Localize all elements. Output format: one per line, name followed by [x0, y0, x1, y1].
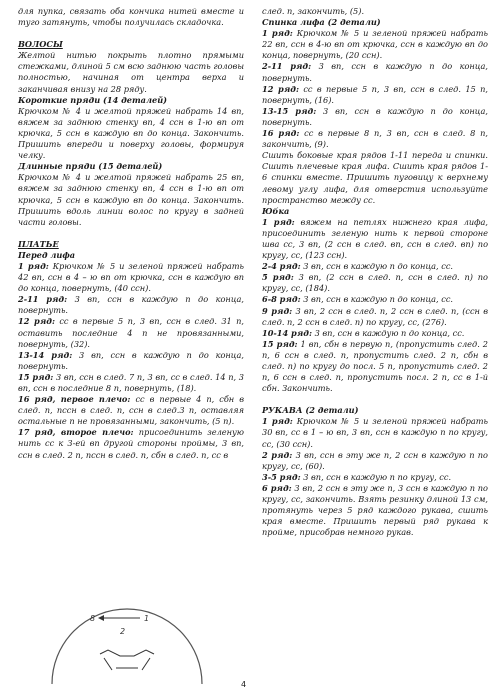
row-label: 5 ряд:: [262, 272, 294, 283]
row-text: 3 вп, ссн в каждую п до конца, повернуть.: [18, 294, 245, 316]
row-label: 12 ряд:: [18, 316, 55, 327]
row-label: 15 ряд:: [18, 371, 54, 382]
instruction-row: [18, 316, 244, 349]
row-label: 17 ряд, второе плечо:: [18, 427, 134, 438]
diagram-label-arrow: 2: [120, 627, 126, 636]
subsection-heading: Юбка: [262, 205, 290, 216]
row-text: 3 вп, ссн в эту же п, 2 ссн в каждую п по кругу, сс, (60).: [262, 449, 488, 471]
row-label: 1 ряд:: [262, 416, 293, 427]
row-text: присоединить зеленую нить сс к 3-ей вп другой стороны проймы, 3 вп, ссн в след. 2 п, пссн в след. п, сбн в след. п, сс в: [18, 427, 244, 460]
row-text: 3 вп, ссн в каждую п до конца, повернуть.: [262, 61, 489, 83]
row-text: Крючком № 5 и зеленой пряжей набрать 22 вп, ссн в 4-ю вп от крючка, ссн в каждую вп до конца, повернуть, (20 ссн).: [262, 28, 488, 61]
row-text: Крючком № 5 и зеленой пряжей набрать 30 вп, сс в 1 – ю вп, 3 вп, ссн в каждую п по кругу, сс, (30 ссн).: [262, 416, 488, 449]
row-label: 3-5 ряд:: [262, 471, 301, 482]
right-column: [262, 6, 488, 538]
paragraph: Сшить боковые края рядов 1-11 переда и спинки. Сшить плечевые края лифа. Сшить края рядов 1-6 спинки вместе. Пришить пуговицу к верхнему левому углу лифа, для отверстия используйте пространство между сс.: [262, 150, 488, 205]
instruction-row: [262, 294, 488, 305]
dress-diagram: [42, 558, 212, 688]
row-label: 13-15 ряд:: [262, 105, 317, 116]
instruction-row: [262, 61, 488, 83]
diagram-outline: [52, 609, 202, 684]
row-label: 16 ряд:: [262, 128, 300, 139]
instruction-row: [18, 372, 244, 394]
instruction-row: [262, 339, 488, 394]
row-label: 9 ряд:: [262, 305, 293, 316]
paragraph: Желтой нитью покрыть плотно прямыми стежками, длиной 5 см всю заднюю часть головы полностью, начиная от центра верха и заканчивая внизу на 28 ряду.: [18, 50, 244, 94]
row-label: 10-14 ряд:: [262, 327, 312, 338]
row-label: 2 ряд:: [262, 449, 293, 460]
paragraph: Крючком № 4 и желтой пряжей набрать 14 вп, вяжем за заднюю стенку вп, 4 ссн в 1-ю вп от крючка, 5 ссн в каждую вп до конца. Закончить. Пришить впереди и поверху головы, формируя челку.: [18, 105, 244, 161]
row-text: 3 вп, 2 ссн в эту же п, 3 ссн в каждую п по кругу, сс, закончить. Взять резинку длиной 13 см, протянуть через 5 ряд каждого рукава, сшить края вместе. Пришить первый ряд рукава к пройме, присобрав немного рукав.: [262, 482, 488, 538]
row-text: вяжем на петлях нижнего края лифа, присоединить зеленую нить к первой стороне шва сс, 3 вп, (2 ссн в след. вп, ссн в след. вп) по кругу, сс, (123 ссн).: [262, 216, 488, 261]
row-text: 3 вп, 2 ссн в след. п, 2 ссн в след. п, (ссн в след. п, 2 ссн в след. п) по кругу, сс, (276).: [262, 305, 488, 327]
diagram-stroke-right: [142, 658, 150, 670]
subsection-heading: Длинные пряди (15 деталей): [18, 161, 163, 172]
row-text: сс в первые 5 п, 3 вп, ссн в след. 31 п, оставить последние 4 п не провязанными, повернуть, (32).: [18, 316, 244, 349]
instruction-row: [18, 427, 244, 460]
instruction-row: [262, 106, 488, 128]
section-heading: ВОЛОСЫ: [18, 39, 63, 50]
instruction-row: [262, 328, 488, 339]
row-text: 3 вп, ссн в каждую п до конца, повернуть.: [18, 349, 244, 371]
instruction-row: [262, 416, 488, 449]
row-text: сс в первые 8 п, 3 вп, ссн в след. 8 п, закончить, (9).: [262, 128, 488, 150]
instruction-row: [262, 306, 488, 328]
subsection-heading: Спинка лифа (2 детали): [262, 17, 381, 28]
instruction-row: [262, 217, 488, 261]
instruction-row: [262, 483, 488, 538]
diagram-label-right: 1: [144, 614, 150, 623]
instruction-row: [262, 28, 488, 61]
page-number: 4: [241, 680, 247, 689]
row-text: 3 вп, ссн в каждую п до конца, повернуть.: [262, 105, 488, 127]
continued-text: для пупка, связать оба кончика нитей вместе и туго затянуть, чтобы получилась складочка.: [18, 6, 244, 28]
row-text: 3 вп, ссн в каждую п до конца, сс.: [314, 327, 465, 338]
row-label: 1 ряд:: [262, 216, 295, 227]
row-text: 3 вп, ссн в след. 7 п, 3 вп, сс в след. 14 п, 3 вп, ссн в последние 8 п, повернуть, (18).: [18, 371, 244, 393]
row-label: 13-14 ряд:: [18, 349, 73, 360]
row-label: 1 ряд:: [18, 260, 49, 271]
row-label: 6 ряд:: [262, 482, 292, 493]
section-heading: ПЛАТЬЕ: [18, 238, 59, 249]
diagram-arrowhead: [98, 615, 104, 621]
subsection-heading: Перед лифа: [18, 249, 76, 260]
instruction-row: [262, 472, 488, 483]
row-label: 2-11 ряд:: [262, 61, 312, 72]
spacer: [18, 228, 244, 239]
row-text: 3 вп, (2 ссн в след. п, ссн в след. п) по кругу, сс, (184).: [262, 272, 488, 294]
instruction-row: [18, 294, 244, 316]
diagram-neckline: [100, 650, 154, 656]
row-text: сс в первые 5 п, 3 вп, ссн в след. 15 п, повернуть, (16).: [262, 83, 488, 105]
row-text: 1 вп, сбн в первую п, (пропустить след. 2 п, 6 ссн в след. п, пропустить след. 2 п, сбн в след. п) по кругу до посл. 5 п, пропустить след. 2 п, 6 ссн в след. п, пропустить посл. 2 п, сс в 1-й сбн. Закончить.: [262, 338, 488, 394]
row-text: сс в первые 4 п, сбн в след. п, пссн в след. п, ссн в след.3 п, оставляя остальные п не провязанными, закончить, (5 п).: [18, 394, 244, 427]
row-label: 15 ряд:: [262, 338, 298, 349]
row-label: 2-4 ряд:: [262, 261, 301, 272]
instruction-row: [18, 350, 244, 372]
row-label: 12 ряд:: [262, 83, 299, 94]
instruction-row: [262, 261, 488, 272]
paragraph: Крючком № 4 и желтой пряжей набрать 25 вп, вяжем за заднюю стенку вп, 4 ссн в 1-ю вп от крючка, 5 ссн в каждую вп до конца. Закончить. Пришить вдоль линии волос по кругу в задней части головы.: [18, 172, 244, 227]
left-column: [18, 6, 244, 461]
row-label: 16 ряд, первое плечо:: [18, 394, 131, 405]
row-text: 3 вп, ссн в каждую п по кругу, сс.: [303, 471, 452, 482]
row-text: 3 вп, ссн в каждую п до конца, сс.: [303, 294, 454, 305]
diagram-label-left: 8: [90, 614, 96, 623]
instruction-row: [262, 272, 488, 294]
instruction-row: [18, 261, 244, 294]
row-label: 6-8 ряд:: [262, 294, 301, 305]
instruction-row: [262, 84, 488, 106]
spacer: [262, 394, 488, 405]
spacer: [18, 28, 244, 39]
continued-text: след. п, закончить, (5).: [262, 6, 365, 16]
row-text: Крючком № 5 и зеленой пряжей набрать 42 вп, ссн в 4 – ю вп от крючка, ссн в каждую вп до конца, повернуть, (40 ссн).: [18, 260, 244, 294]
instruction-row: [262, 128, 488, 150]
instruction-row: [18, 394, 244, 427]
subsection-heading: Короткие пряди (14 деталей): [18, 94, 168, 105]
instruction-row: [262, 450, 488, 472]
row-label: 1 ряд:: [262, 28, 293, 39]
row-label: 2-11 ряд:: [18, 294, 68, 305]
row-text: 3 вп, ссн в каждую п до конца, сс.: [303, 261, 454, 272]
diagram-stroke-left: [104, 658, 112, 670]
subsection-heading: РУКАВА (2 детали): [262, 405, 359, 416]
